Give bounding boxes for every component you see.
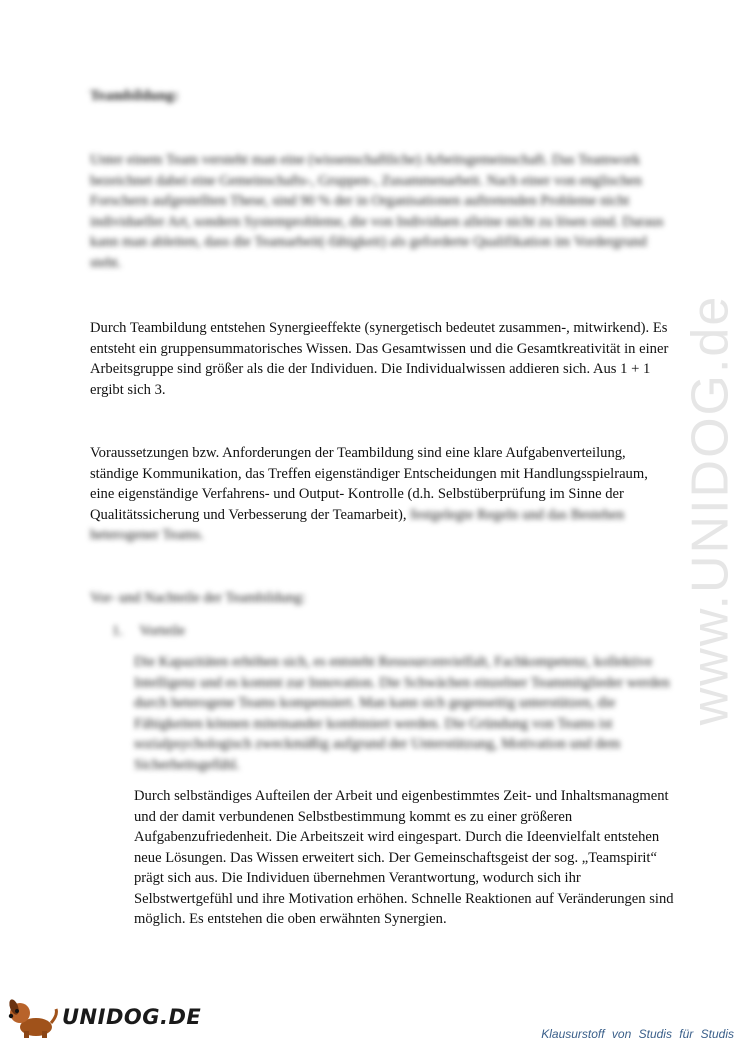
requirements-text: Voraussetzungen bzw. Anforderungen der Teambildung sind eine klare Aufgabenverteilung, ständige Kommunikation, das Treffen eigenständiger Entscheidungen mit Handlungsspielraum, eine eigenständige Verfahrens- und Output- Kontrolle (d.h. Selbstüberprüfung im Sinne der Qualitätssicherung und Verbesserung der Teamarbeit), [90,445,648,523]
list-item-advantages [112,623,185,640]
unidog-logo [6,995,201,1039]
section-heading: Vor- und Nachteile der Teambildung: [90,590,306,606]
paragraph-requirements [90,443,670,546]
watermark [680,285,740,735]
paragraph-advantages-blurred: Die Kapazitäten erhöhen sich, es entsteht Ressourcenvielfalt, Fachkompetenz, kollektive Intelligenz und es kommt zur Innovation. Die Schwächen einzelner Teammitglieder werden durch heterogene Teams kompensiert. Man kann sich gegenseitig unterstützen, die Fähigkeiten können miteinander kombiniert werden. Die Gründung von Teams ist sozialpsychologisch zweckmäßig aufgrund der Unterstützung, Motivation und dem Sicherheitsgefühl. [134,654,670,773]
logo-text: UNIDOG.DE [62,1005,202,1029]
document-heading: Teambildung: [90,88,179,104]
paragraph-advantages: Durch selbständiges Aufteilen der Arbeit und eigenbestimmtes Zeit- und Inhaltsmanagment und der damit verbundenen Selbstbestimmung kommt es zu einer größeren Aufgabenzufriedenheit. Die Arbeitszeit wird eingespart. Durch die Ideenvielfalt entstehen neue Lösungen. Das Wissen erweitert sich. Der Gemeinschaftsgeist der sog. „Teamspirit“ prägt sich aus. Die Individuen übernehmen Verantwortung, wodurch sich ihr Selbstwertgefühl und ihre Motivation erhöhen. Schnelle Reaktionen auf Veränderungen sind möglich. Es entstehen die oben erwähnten Synergien. [134,788,674,927]
requirements-text-blurred: festgelegte Regeln und das Bestehen heterogener Teams. [90,506,625,543]
watermark-text: www.UNIDOG.de [681,294,739,726]
list-item-number: 1. [112,623,123,639]
footer-tagline: Klausurstoff von Studis für Studis [541,1027,734,1041]
list-item-label: Vorteile [139,623,186,639]
paragraph-synergy: Durch Teambildung entstehen Synergieeffekte (synergetisch bedeutet zusammen-, mitwirkend). Es entsteht ein gruppensummatorisches Wissen. Das Gesamtwissen und die Gesamtkreativität in einer Arbeitsgruppe sind größer als die der Individuen. Die Individualwissen addieren sich. Aus 1 + 1 ergibt sich 3. [90,320,669,398]
paragraph-intro: Unter einem Team versteht man eine (wissenschaftliche) Arbeitsgemeinschaft. Das Teamwork bezeichnet dabei eine Gemeinschafts-, Gruppen-, Zusammenarbeit. Nach einer von englischen Forschern aufgestellten These, sind 90 % der in Organisationen auftretenden Probleme nicht individueller Art, sondern Systemprobleme, die von Individuen alleine nicht zu lösen sind. Daraus kann man ableiten, dass die Teamarbeit(-fähigkeit) als geforderte Qualifikation im Vordergrund steht. [90,152,664,271]
dog-icon [6,995,60,1039]
